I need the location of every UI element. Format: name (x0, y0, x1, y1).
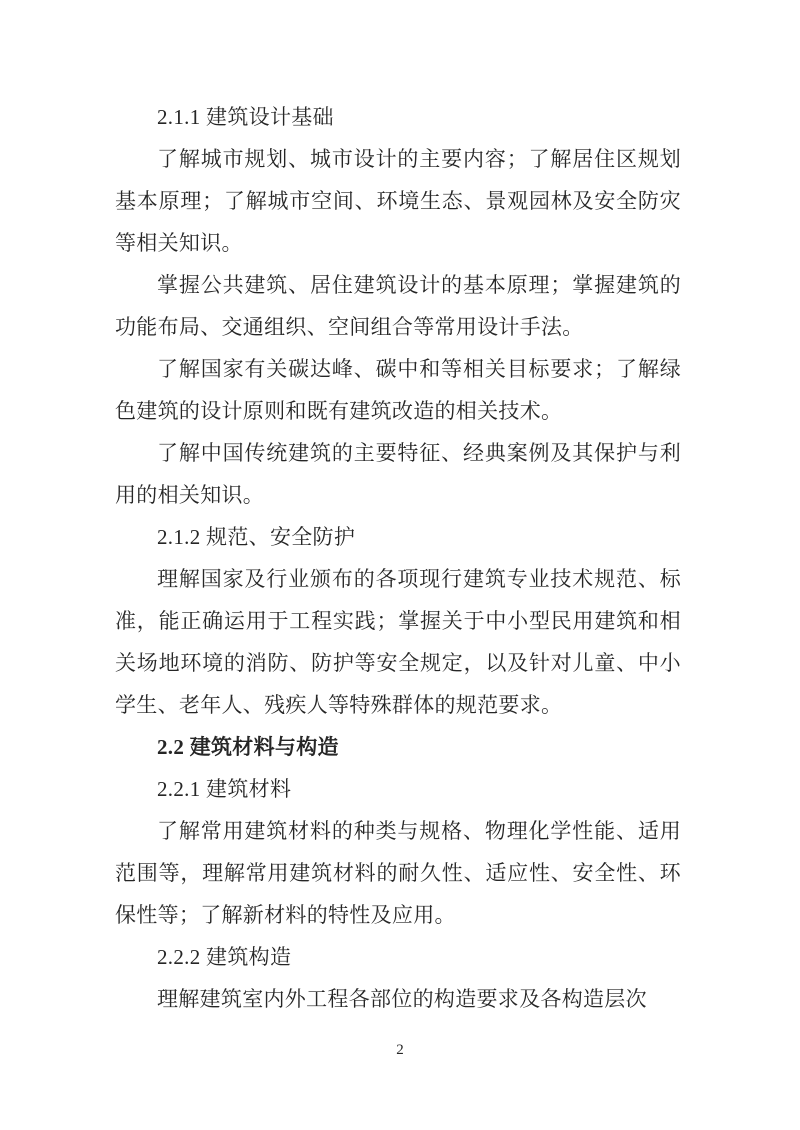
paragraph-traditional-chinese-architecture: 了解中国传统建筑的主要特征、经典案例及其保护与利用的相关知识。 (115, 441, 681, 507)
paragraph-construction-requirements: 理解建筑室内外工程各部位的构造要求及各构造层次 (157, 987, 647, 1011)
heading-2-2-building-materials-and-construction: 2.2 建筑材料与构造 (157, 735, 339, 759)
paragraph-public-residential-design-principles: 掌握公共建筑、居住建筑设计的基本原理；掌握建筑的功能布局、交通组织、空间组合等常用设计手法。 (115, 273, 681, 339)
paragraph-carbon-goals-green-building: 了解国家有关碳达峰、碳中和等相关目标要求；了解绿色建筑的设计原则和既有建筑改造的相关技术。 (115, 357, 681, 423)
heading-2-2-2-building-construction: 2.2.2 建筑构造 (157, 945, 292, 969)
page-number: 2 (396, 1042, 404, 1058)
document-body (115, 96, 681, 1020)
heading-2-2-1-building-materials: 2.2.1 建筑材料 (157, 777, 292, 801)
paragraph-technical-codes-safety-regulations: 理解国家及行业颁布的各项现行建筑专业技术规范、标准，能正确运用于工程实践；掌握关于中小型民用建筑和相关场地环境的消防、防护等安全规定，以及针对儿童、中小学生、老年人、残疾人等特殊群体的规范要求。 (115, 567, 681, 717)
heading-2-1-1-architectural-design-basics: 2.1.1 建筑设计基础 (157, 105, 334, 129)
paragraph-material-types-properties: 了解常用建筑材料的种类与规格、物理化学性能、适用范围等，理解常用建筑材料的耐久性、适应性、安全性、环保性等；了解新材料的特性及应用。 (115, 819, 681, 927)
paragraph-urban-planning-knowledge: 了解城市规划、城市设计的主要内容；了解居住区规划基本原理；了解城市空间、环境生态、景观园林及安全防灾等相关知识。 (115, 147, 681, 255)
heading-2-1-2-codes-safety-protection: 2.1.2 规范、安全防护 (157, 525, 356, 549)
